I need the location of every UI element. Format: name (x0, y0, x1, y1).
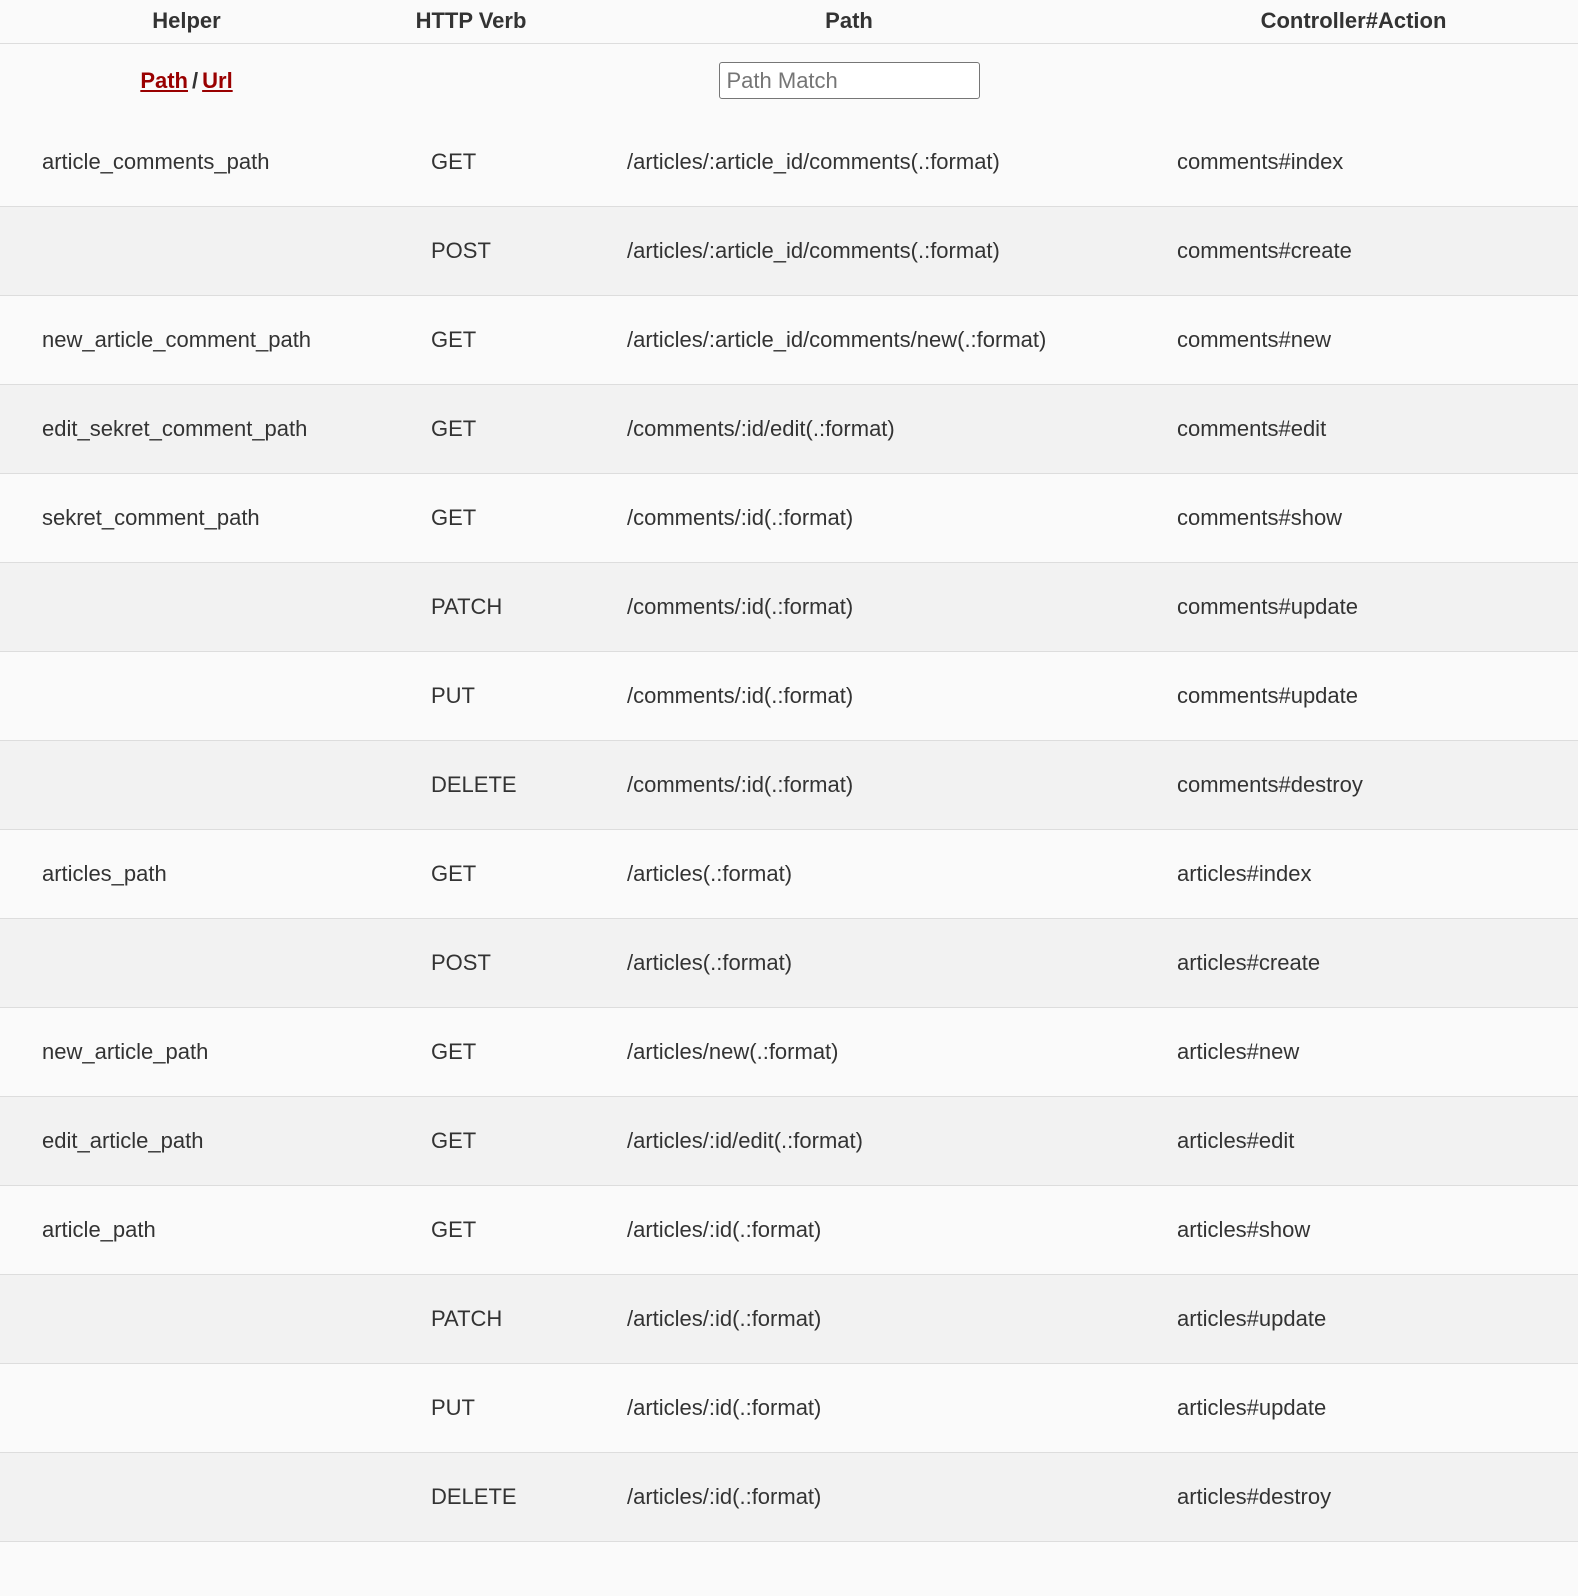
route-http-verb: GET (373, 118, 569, 207)
route-path: /comments/:id/edit(.:format) (569, 385, 1129, 474)
route-controller-action: comments#show (1129, 474, 1578, 563)
link-separator: / (192, 67, 199, 93)
header-path: Path (569, 0, 1129, 43)
route-http-verb: GET (373, 474, 569, 563)
header-http-verb: HTTP Verb (373, 0, 569, 43)
route-path: /articles/:article_id/comments(.:format) (569, 207, 1129, 296)
route-path: /articles/:id/edit(.:format) (569, 1097, 1129, 1186)
routes-table-body (0, 118, 1578, 1542)
route-http-verb: GET (373, 296, 569, 385)
route-controller-action: comments#index (1129, 118, 1578, 207)
route-controller-action: articles#show (1129, 1186, 1578, 1275)
route-controller-action: articles#update (1129, 1275, 1578, 1364)
route-helper (0, 652, 373, 741)
route-row (0, 474, 1578, 563)
route-path: /articles/:id(.:format) (569, 1453, 1129, 1542)
helper-format-toggle (0, 43, 373, 118)
route-path: /articles/:article_id/comments(.:format) (569, 118, 1129, 207)
filter-row (0, 43, 1578, 118)
route-controller-action: comments#update (1129, 652, 1578, 741)
route-http-verb: DELETE (373, 741, 569, 830)
route-http-verb: PATCH (373, 1275, 569, 1364)
route-controller-action: comments#update (1129, 563, 1578, 652)
route-row (0, 1453, 1578, 1542)
route-row (0, 1364, 1578, 1453)
route-row (0, 652, 1578, 741)
route-row (0, 830, 1578, 919)
route-path: /articles(.:format) (569, 830, 1129, 919)
path-helper-link[interactable]: Path (140, 67, 188, 93)
header-row (0, 0, 1578, 43)
route-row (0, 1275, 1578, 1364)
route-row (0, 563, 1578, 652)
route-row (0, 1008, 1578, 1097)
filter-path-cell (569, 43, 1129, 118)
route-path: /comments/:id(.:format) (569, 741, 1129, 830)
route-http-verb: GET (373, 385, 569, 474)
route-path: /articles/:article_id/comments/new(.:format) (569, 296, 1129, 385)
route-helper: new_article_comment_path (0, 296, 373, 385)
route-controller-action: comments#create (1129, 207, 1578, 296)
route-helper (0, 563, 373, 652)
route-helper (0, 919, 373, 1008)
route-controller-action: articles#new (1129, 1008, 1578, 1097)
route-row (0, 385, 1578, 474)
route-controller-action: articles#index (1129, 830, 1578, 919)
route-controller-action: articles#destroy (1129, 1453, 1578, 1542)
route-controller-action: articles#update (1129, 1364, 1578, 1453)
route-helper (0, 1275, 373, 1364)
route-row (0, 919, 1578, 1008)
route-row (0, 741, 1578, 830)
route-helper (0, 1453, 373, 1542)
route-helper: article_path (0, 1186, 373, 1275)
route-controller-action: articles#edit (1129, 1097, 1578, 1186)
route-row (0, 1097, 1578, 1186)
route-helper: articles_path (0, 830, 373, 919)
route-http-verb: DELETE (373, 1453, 569, 1542)
route-http-verb: GET (373, 1097, 569, 1186)
route-controller-action: comments#new (1129, 296, 1578, 385)
route-http-verb: PUT (373, 652, 569, 741)
route-http-verb: GET (373, 1186, 569, 1275)
route-path: /articles/:id(.:format) (569, 1275, 1129, 1364)
route-http-verb: GET (373, 830, 569, 919)
routes-table-header (0, 0, 1578, 118)
route-http-verb: GET (373, 1008, 569, 1097)
route-controller-action: comments#destroy (1129, 741, 1578, 830)
route-helper: sekret_comment_path (0, 474, 373, 563)
route-helper (0, 1364, 373, 1453)
header-helper: Helper (0, 0, 373, 43)
route-controller-action: articles#create (1129, 919, 1578, 1008)
route-path: /articles(.:format) (569, 919, 1129, 1008)
filter-action-empty (1129, 43, 1578, 118)
filter-verb-empty (373, 43, 569, 118)
route-helper: new_article_path (0, 1008, 373, 1097)
path-match-search-input[interactable] (719, 62, 980, 99)
route-http-verb: POST (373, 919, 569, 1008)
route-path: /comments/:id(.:format) (569, 563, 1129, 652)
route-path: /articles/:id(.:format) (569, 1364, 1129, 1453)
route-row (0, 1186, 1578, 1275)
route-http-verb: PATCH (373, 563, 569, 652)
route-path: /articles/:id(.:format) (569, 1186, 1129, 1275)
route-path: /articles/new(.:format) (569, 1008, 1129, 1097)
route-helper: edit_sekret_comment_path (0, 385, 373, 474)
route-http-verb: PUT (373, 1364, 569, 1453)
url-helper-link[interactable]: Url (202, 67, 233, 93)
route-row (0, 296, 1578, 385)
header-controller-action: Controller#Action (1129, 0, 1578, 43)
route-path: /comments/:id(.:format) (569, 474, 1129, 563)
route-path: /comments/:id(.:format) (569, 652, 1129, 741)
route-helper: article_comments_path (0, 118, 373, 207)
route-controller-action: comments#edit (1129, 385, 1578, 474)
route-helper (0, 741, 373, 830)
route-row (0, 118, 1578, 207)
route-http-verb: POST (373, 207, 569, 296)
route-helper: edit_article_path (0, 1097, 373, 1186)
route-row (0, 207, 1578, 296)
route-helper (0, 207, 373, 296)
